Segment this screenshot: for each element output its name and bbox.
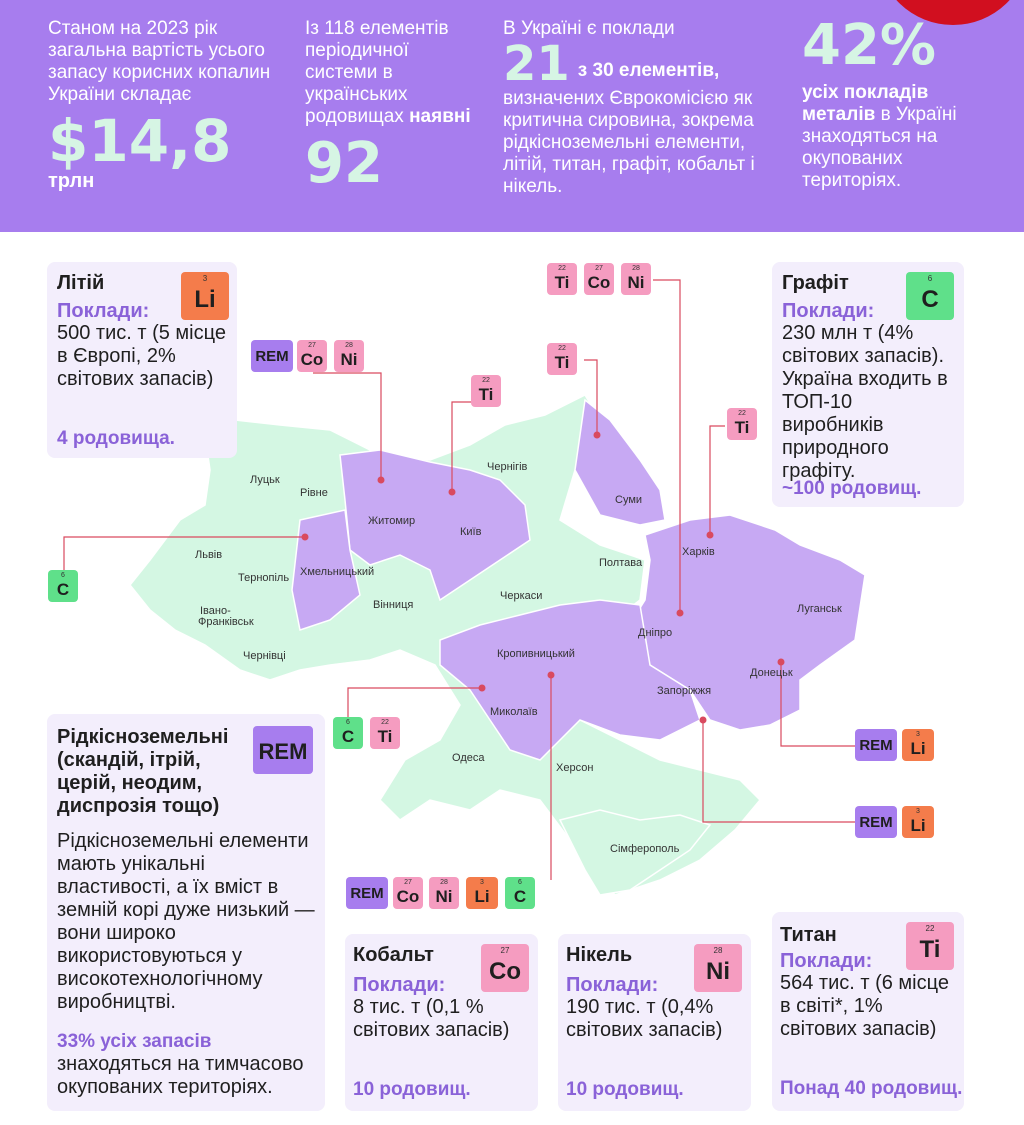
stat-occupied-number: 42% [802, 13, 937, 78]
tile-number: 22 [558, 345, 566, 352]
tile-symbol: Li [474, 887, 490, 906]
tile-number: 22 [381, 719, 389, 726]
tile-symbol: C [921, 286, 939, 313]
stat-occupied-text: в Україні знаходяться на окупованих територіях. [802, 104, 957, 191]
card-text: 564 тис. т (6 місце в світі*, 1% світових запасів) [780, 972, 949, 1040]
element-tile-ti [906, 922, 954, 970]
stat-critical-raw [503, 18, 778, 198]
element-tile-li [902, 729, 934, 761]
city-label-chernivtsi: Чернівці [243, 650, 286, 662]
tile-symbol: Co [300, 350, 324, 369]
tile-symbol: Ti [478, 385, 494, 404]
element-tile-c [906, 272, 954, 320]
city-label-simferopol: Сімферополь [610, 843, 680, 855]
element-tile-li [181, 272, 229, 320]
stat-total-unit: трлн [48, 170, 95, 192]
stat-total-number: $14,8 [48, 107, 232, 175]
card-text: 500 тис. т (5 місце в Європі, 2% світових запасів) [57, 322, 226, 390]
tile-symbol: Ti [377, 727, 393, 746]
city-label-donetsk: Донецьк [750, 667, 793, 679]
city-label-mykolaiv: Миколаїв [490, 706, 538, 718]
city-label-vinnytsia: Вінниця [373, 599, 414, 611]
stat-elements-text-wrap [305, 18, 485, 128]
element-tile-ti [471, 375, 501, 407]
card-title: Кобальт [353, 944, 434, 966]
city-label-chernihiv: Чернігів [487, 461, 528, 473]
tile-symbol: REM [859, 737, 893, 754]
element-tile-rem [253, 726, 313, 774]
tile-number: 22 [558, 265, 566, 272]
stat-critical-bold: з 30 елементів, [577, 60, 720, 81]
city-label-zhytomyr: Житомир [368, 515, 416, 527]
tile-symbol: Ni [706, 958, 730, 985]
city-label-luhansk: Луганськ [797, 603, 842, 615]
city-label-lviv: Львів [195, 549, 223, 561]
city-label-odesa: Одеса [452, 752, 485, 764]
tile-number: 27 [595, 265, 603, 272]
tile-number: 22 [925, 924, 935, 933]
stat-elements-number: 92 [305, 131, 383, 196]
tile-symbol: Ti [919, 936, 941, 963]
tile-number: 27 [500, 946, 510, 955]
element-tile-ti [370, 717, 400, 749]
card-text: 190 тис. т (0,4% світових запасів) [566, 996, 723, 1041]
city-label-poltava: Полтава [599, 557, 643, 569]
tile-symbol: Ti [554, 353, 570, 372]
tile-number: 28 [345, 342, 353, 349]
city-label-sumy: Суми [615, 494, 643, 506]
city-label-ivano: Івано- [200, 605, 231, 617]
city-label-kyiv: Київ [460, 526, 482, 538]
element-tile-co [584, 263, 614, 295]
card-lithium [47, 262, 237, 458]
tile-number: 6 [346, 719, 350, 726]
city-label-ivano2: Франківськ [198, 616, 254, 628]
stat-total-value [48, 18, 283, 192]
card-label: Поклади: [57, 300, 150, 322]
city-label-kharkiv: Харків [682, 546, 715, 558]
stat-total-text: Станом на 2023 рік загальна вартість усього запасу корисних копалин України складає [48, 18, 271, 105]
tile-symbol: C [341, 727, 355, 746]
tile-symbol: Ti [554, 273, 570, 292]
tile-number: 27 [404, 879, 412, 886]
card-accent: Понад 40 родовищ. [780, 1078, 963, 1099]
stat-occupied-bold: усіх покладів металів [802, 82, 929, 125]
element-tile-rem [855, 806, 897, 838]
tile-symbol: C [56, 580, 70, 599]
card-cobalt [345, 934, 538, 1111]
tile-number: 3 [480, 879, 484, 886]
tile-symbol: Li [910, 739, 926, 758]
element-tile-rem [251, 340, 293, 372]
card-title: Літій [57, 272, 105, 294]
card-titan [772, 912, 964, 1111]
element-tile-ni [334, 340, 364, 372]
stat-critical-lead: В Україні є поклади [503, 18, 675, 39]
element-tile-li [902, 806, 934, 838]
tile-symbol: REM [258, 739, 308, 764]
card-rare-earth [47, 714, 325, 1111]
city-label-khmelnytskyi: Хмельницький [300, 566, 375, 578]
card-text2: знаходяться на тимчасово окупованих територіях. [57, 1053, 304, 1098]
card-accent: ~100 родовищ. [782, 478, 922, 499]
card-graphite [772, 262, 964, 507]
tile-number: 22 [482, 377, 490, 384]
city-label-ternopil: Тернопіль [238, 572, 290, 584]
stat-occupied-text-wrap [802, 82, 1002, 192]
stat-critical-line [503, 36, 778, 92]
element-tile-co [297, 340, 327, 372]
element-tile-li [466, 877, 498, 909]
element-tile-rem [346, 877, 388, 909]
card-label: Поклади: [780, 950, 873, 972]
city-label-rivne: Рівне [300, 487, 328, 499]
card-label: Поклади: [782, 300, 875, 322]
city-label-kherson: Херсон [556, 762, 594, 774]
tile-symbol: Co [587, 273, 611, 292]
card-accent: 4 родовища. [57, 428, 175, 449]
card-text: Рідкісноземельні елементи мають унікальні властивості, а їх вміст в земній корі дуже низький — вони широко використовуються у високотехнологічному виробництві. [57, 830, 315, 1013]
tile-number: 28 [632, 265, 640, 272]
tile-number: 3 [916, 731, 920, 738]
tile-symbol: Co [489, 958, 521, 985]
card-title: Графіт [782, 272, 849, 294]
stat-elements-present [305, 18, 485, 196]
card-accent-wrap [57, 1030, 317, 1099]
card-label: Поклади: [566, 974, 659, 996]
map-region-sumy [575, 400, 665, 525]
city-label-zaporizhzhia: Запоріжжя [657, 685, 712, 697]
tile-symbol: Li [194, 286, 216, 313]
stat-critical-number: 21 [503, 36, 570, 92]
header-stats-bar [0, 0, 1024, 232]
card-text: 230 млн т (4% світових запасів). Україна входить в ТОП-10 виробників природного графіту. [782, 322, 948, 482]
card-accent: 10 родовищ. [566, 1079, 684, 1100]
city-label-cherkasy: Черкаси [500, 590, 543, 602]
tile-number: 28 [713, 946, 723, 955]
tile-symbol: REM [350, 885, 384, 902]
tile-number: 27 [308, 342, 316, 349]
tile-symbol: C [513, 887, 527, 906]
city-label-kropyvnytskyi: Кропивницький [497, 648, 575, 660]
card-accent: 10 родовищ. [353, 1079, 471, 1100]
element-tile-co [481, 944, 529, 992]
element-tile-ti [547, 343, 577, 375]
element-tile-ni [621, 263, 651, 295]
tile-symbol: Ni [435, 887, 453, 906]
element-tile-c [48, 570, 78, 602]
card-label: Поклади: [353, 974, 446, 996]
tile-symbol: Ti [734, 418, 750, 437]
tile-symbol: Ni [340, 350, 358, 369]
tile-symbol: Ni [627, 273, 645, 292]
tile-symbol: Li [910, 816, 926, 835]
city-label-lutsk: Луцьк [250, 474, 280, 486]
tile-number: 3 [202, 274, 208, 283]
tile-number: 22 [738, 410, 746, 417]
stat-occupied-share [802, 13, 1002, 192]
tile-number: 6 [518, 879, 522, 886]
element-tile-ni [429, 877, 459, 909]
card-accent: 33% усіх запасів [57, 1031, 212, 1052]
stat-elements-text: Із 118 елементів періодичної системи в українських родовищах [305, 18, 449, 127]
element-tile-ni [694, 944, 742, 992]
element-tile-c [505, 877, 535, 909]
card-title: Титан [780, 924, 837, 946]
card-title: Рідкісноземельні (скандій, ітрій, церій, неодим, диспрозія тощо) [57, 726, 229, 817]
tile-symbol: Co [396, 887, 420, 906]
element-tile-co [393, 877, 423, 909]
tile-number: 6 [61, 572, 65, 579]
city-label-dnipro: Дніпро [638, 627, 673, 639]
element-tile-c [333, 717, 363, 749]
tile-symbol: REM [255, 348, 289, 365]
element-tile-rem [855, 729, 897, 761]
element-tile-ti [727, 408, 757, 440]
tile-number: 28 [440, 879, 448, 886]
tile-number: 6 [927, 274, 933, 283]
card-nickel [558, 934, 751, 1111]
tile-symbol: REM [859, 814, 893, 831]
element-tile-ti [547, 263, 577, 295]
card-title: Нікель [566, 944, 633, 966]
card-text: 8 тис. т (0,1 % світових запасів) [353, 996, 510, 1041]
stat-critical-text: визначених Єврокомісією як критична сировина, зокрема рідкісноземельні елементи, літій, титан, графіт, кобальт і нікель. [503, 88, 755, 197]
stat-elements-bold: наявні [409, 106, 471, 127]
tile-number: 3 [916, 808, 920, 815]
